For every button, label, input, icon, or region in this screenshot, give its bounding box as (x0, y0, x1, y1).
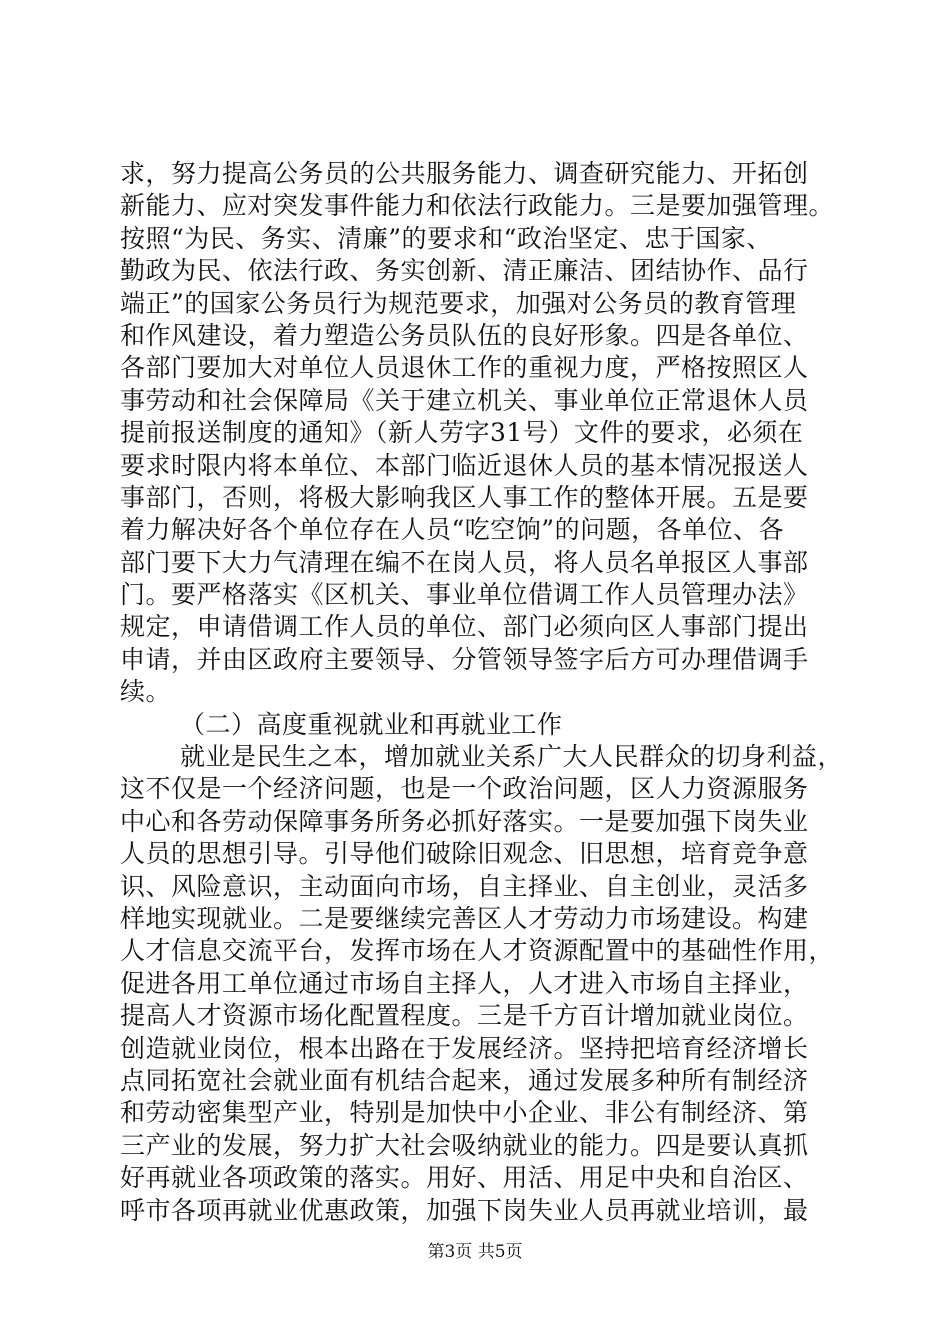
text-line: 部门要下大力气清理在编不在岗人员，将人员名单报区人事部 (120, 547, 809, 577)
text-line: 人员的思想引导。引导他们破除旧观念、旧思想，培育竞争意 (120, 839, 809, 869)
text-line: 这不仅是一个经济问题，也是一个政治问题，区人力资源服务 (120, 774, 809, 804)
text-line: 各部门要加大对单位人员退休工作的重视力度，严格按照区人 (120, 353, 809, 383)
text-line: 勤政为民、依法行政、务实创新、清正廉洁、团结协作、品行 (120, 256, 809, 286)
text-line: 要求时限内将本单位、本部门临近退休人员的基本情况报送人 (120, 450, 809, 480)
text-line: 续。 (120, 677, 172, 707)
text-line: 提高人才资源市场化配置程度。三是千方百计增加就业岗位。 (120, 1001, 809, 1031)
text-line: 中心和各劳动保障事务所务必抓好落实。一是要加强下岗失业 (120, 806, 809, 836)
text-line: 申请，并由区政府主要领导、分管领导签字后方可办理借调手 (120, 644, 809, 674)
text-line: 促进各用工单位通过市场自主择人，人才进入市场自主择业， (120, 968, 809, 998)
text-line: 人才信息交流平台，发挥市场在人才资源配置中的基础性作用， (120, 936, 835, 966)
text-line: 和劳动密集型产业，特别是加快中小企业、非公有制经济、第 (120, 1098, 809, 1128)
document-body (120, 158, 844, 1227)
text-line: 事劳动和社会保障局《关于建立机关、事业单位正常退休人员 (120, 385, 809, 415)
text-line: 求，努力提高公务员的公共服务能力、调查研究能力、开拓创 (120, 159, 809, 188)
text-line: 事部门，否则，将极大影响我区人事工作的整体开展。五是要 (120, 482, 809, 512)
text-line: 创造就业岗位，根本出路在于发展经济。坚持把培育经济增长 (120, 1033, 809, 1063)
text-line: 着力解决好各个单位存在人员“吃空饷”的问题，各单位、各 (120, 515, 785, 545)
text-line: 规定，申请借调工作人员的单位、部门必须向区人事部门提出 (120, 612, 809, 642)
text-line: 三产业的发展，努力扩大社会吸纳就业的能力。四是要认真抓 (120, 1130, 809, 1160)
page-footer: 第3页 共5页 (427, 1242, 523, 1262)
text-line: 点同拓宽社会就业面有机结合起来，通过发展多种所有制经济 (120, 1065, 809, 1095)
section-heading: （二）高度重视就业和再就业工作 (180, 709, 563, 739)
text-line: 就业是民生之本，增加就业关系广大人民群众的切身利益， (180, 742, 844, 772)
text-line: 和作风建设，着力塑造公务员队伍的良好形象。四是各单位、 (120, 320, 809, 350)
text-line: 样地实现就业。二是要继续完善区人才劳动力市场建设。构建 (120, 903, 809, 933)
text-line: 端正”的国家公务员行为规范要求，加强对公务员的教育管理 (120, 288, 797, 318)
text-line: 门。要严格落实《区机关、事业单位借调工作人员管理办法》 (120, 580, 809, 610)
text-line: 识、风险意识，主动面向市场，自主择业、自主创业，灵活多 (120, 871, 809, 901)
text-line: 呼市各项再就业优惠政策，加强下岗失业人员再就业培训，最 (120, 1195, 809, 1225)
text-line: 按照“为民、务实、清廉”的要求和“政治坚定、忠于国家、 (120, 223, 772, 253)
text-line: 新能力、应对突发事件能力和依法行政能力。三是要加强管理。 (120, 191, 835, 221)
text-line: 好再就业各项政策的落实。用好、用活、用足中央和自治区、 (120, 1163, 809, 1193)
text-line: 提前报送制度的通知》（新人劳字31号）文件的要求，必须在 (120, 418, 804, 448)
